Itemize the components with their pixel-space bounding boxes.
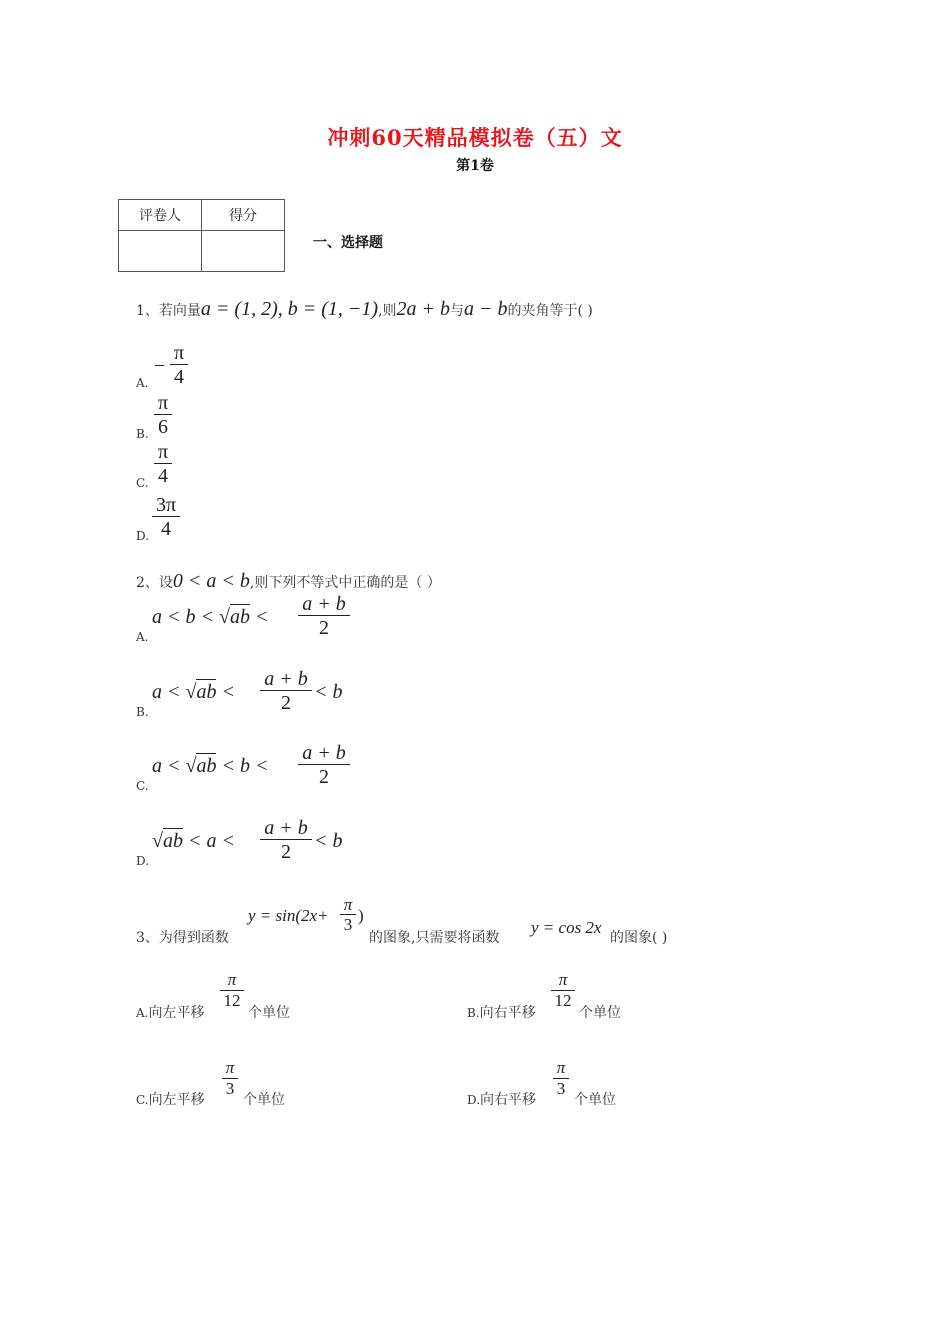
fraction-denominator: 3 [556,1079,566,1098]
score-table-header-grader: 评卷人 [119,200,202,231]
expr-right: < b [314,681,343,703]
fraction-denominator: 2 [319,617,329,639]
option-label: A. [136,376,149,390]
fraction-numerator: π [157,441,169,463]
option-label: C. [136,779,149,793]
option-d-fraction [553,1058,569,1099]
option-label: B. [136,705,149,719]
page-title: 冲刺60天精品模拟卷（五）文 [327,125,623,150]
option-a-expression: a < b < √ab < [152,606,269,628]
fraction-numerator: a + b [264,668,308,690]
math-sign: − [154,355,166,377]
score-table [118,199,285,272]
expr-mid: < b < [216,755,269,777]
option-d-fraction [152,494,180,541]
fraction-denominator: 2 [281,841,291,863]
expr-mid: < a < [182,830,235,852]
question-text: 与 [450,303,465,319]
expr-mid: < [249,606,269,628]
option-label: B. [467,1006,480,1020]
fraction-denominator: 2 [281,692,291,714]
expr-left: a < [152,755,186,777]
question-1 [136,298,593,321]
option-label: C. [136,1093,149,1107]
page-subtitle: 第1卷 [456,158,494,174]
fraction-numerator: a + b [302,593,346,615]
option-text: 向左平移 [148,1005,205,1021]
option-unit: 个单位 [248,1005,290,1021]
function-2: y = cos 2x [531,918,602,937]
math-expression: 0 < a < b [172,570,250,592]
question-number: 3、 [136,930,159,946]
expr-mid: < [216,681,235,703]
sqrt-radicand: ab [229,606,250,628]
question-text: 的图象( ) [610,930,668,946]
section-heading: 一、选择题 [313,235,383,251]
fraction-numerator: π [227,970,237,989]
fraction-denominator: 3 [343,915,353,934]
fraction-numerator: π [157,392,169,414]
option-label: A. [136,630,149,644]
option-label: B. [136,427,149,441]
option-unit: 个单位 [574,1092,616,1108]
question-text: ,则下列不等式中正确的是（ ） [249,575,441,591]
question-3-number [136,927,229,947]
question-number: 2、 [136,575,159,591]
question-text: ,则 [378,303,397,319]
option-label: C. [136,476,149,490]
option-label: A. [136,1006,149,1020]
option-text: 向右平移 [480,1092,537,1108]
score-table-cell-grader [119,231,202,272]
question-2 [136,570,441,593]
option-a-fraction [298,593,350,640]
sqrt-radicand: ab [162,830,183,852]
question-text: 若向量 [158,303,201,319]
math-expression: a − b [464,298,508,320]
option-b-fraction [260,668,312,715]
score-table-header-score: 得分 [202,200,285,231]
option-unit: 个单位 [243,1092,285,1108]
fraction-denominator: 4 [161,518,171,540]
option-a-fraction [170,342,188,389]
option-a-fraction [220,970,244,1011]
sqrt-radicand: ab [196,681,217,703]
option-b-fraction [551,970,575,1011]
fraction-numerator: π [173,342,185,364]
option-label: D. [136,529,150,543]
fraction-denominator: 6 [158,416,168,438]
expr-right: < b [314,830,343,852]
expr-left: a < [152,681,186,703]
option-label: D. [467,1093,481,1107]
fraction-numerator: π [225,1058,235,1077]
question-number: 1、 [136,303,159,319]
fraction-denominator: 4 [174,366,184,388]
fraction-numerator: a + b [264,817,308,839]
function-1-right: ) [358,906,364,925]
fraction-numerator: a + b [302,742,346,764]
option-c-expression: a < √ab < b < [152,755,269,777]
option-c-fraction [154,441,172,488]
option-a [136,1002,204,1022]
fraction-numerator: 3π [155,494,177,516]
function-1-fraction [340,896,356,935]
option-c-fraction [298,742,350,789]
fraction-denominator: 12 [554,991,572,1010]
fraction-numerator: π [558,970,568,989]
option-d-fraction [260,817,312,864]
option-text: 向左平移 [148,1092,205,1108]
question-text: 设 [158,575,173,591]
option-b-fraction [154,392,172,439]
fraction-denominator: 12 [223,991,241,1010]
score-table-cell-score [202,231,285,272]
option-b [467,1002,536,1022]
fraction-denominator: 2 [319,766,329,788]
option-d-expression: √ab < a < [152,830,235,852]
fraction-denominator: 3 [225,1079,235,1098]
math-expression: a = (1, 2), b = (1, −1) [200,298,379,320]
math-expression: 2a + b [396,298,451,320]
question-text: 为得到函数 [158,930,229,946]
option-label: D. [136,854,150,868]
sqrt-radicand: ab [196,755,217,777]
option-d [467,1089,536,1109]
fraction-numerator: π [343,895,353,914]
expr-left: a < b < [152,606,219,628]
option-text: 向右平移 [479,1005,536,1021]
option-unit: 个单位 [579,1005,621,1021]
option-c-fraction [222,1058,238,1099]
option-b-expression: a < √ab < [152,681,235,703]
question-text: 的图象,只需要将函数 [369,930,500,946]
fraction-numerator: π [556,1058,566,1077]
question-text: 的夹角等于( ) [507,303,593,319]
option-c [136,1089,205,1109]
function-1-left: y = sin(2x+ [248,906,329,925]
fraction-denominator: 4 [158,465,168,487]
